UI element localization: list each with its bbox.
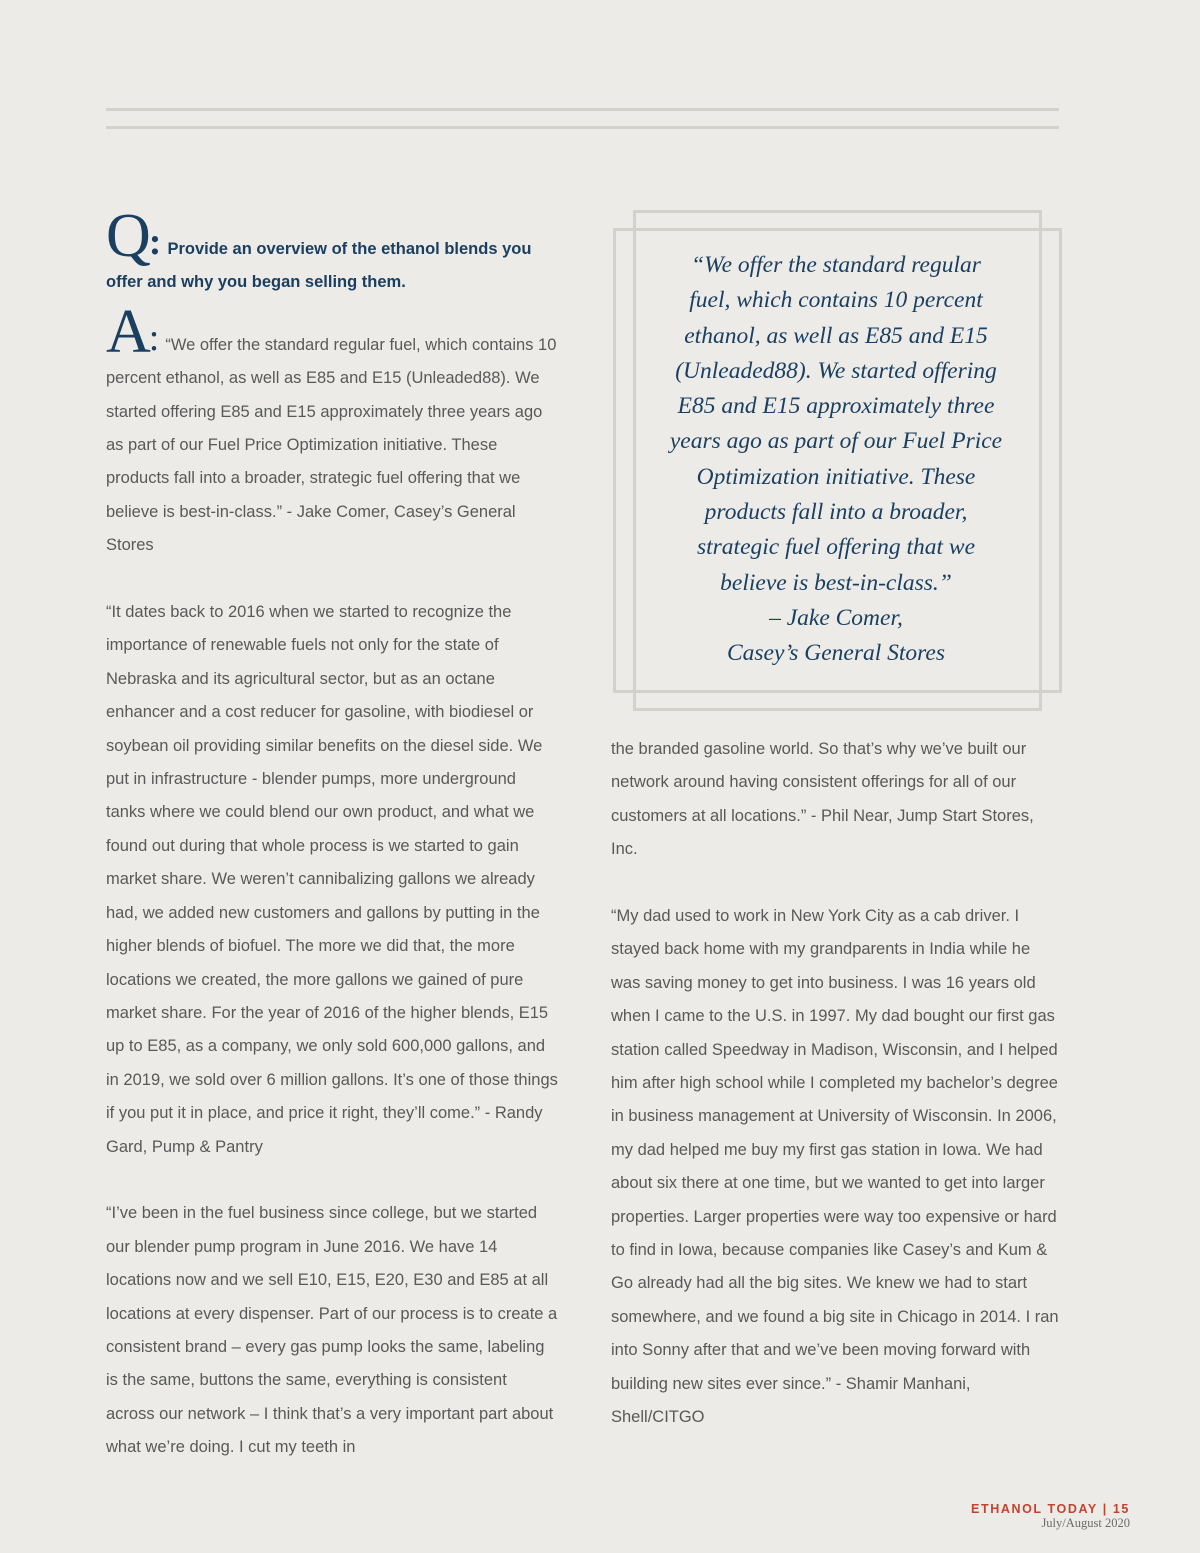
pull-quote-attribution-name: – Jake Comer, [769,604,903,631]
pull-quote-line: “We offer the standard regular [691,252,981,278]
footer-magazine-page: ETHANOL TODAY | 15 [971,1502,1130,1516]
pull-quote-line: E85 and E15 approximately three [677,393,995,420]
pull-quote-line: strategic fuel offering that we [696,534,976,561]
pull-quote-line: fuel, which contains 10 percent [689,287,983,314]
question-drop-cap: Q [106,202,149,270]
pull-quote-line: believe is best-in-class.” [720,569,952,596]
pull-quote-line: (Unleaded88). We started offering [675,357,997,384]
question [106,202,558,300]
paragraph-shamir-manhani: “My dad used to work in New York City as a cab driver. I stayed back home with my grandparents in India while he was saving money to get into business. I was 16 years old when I came to the U.S. in 1997. My dad bought our first gas station called Speedway in Madison, Wisconsin, and I helped him after high school while I completed my bachelor’s degree in business management at University of Wisconsin. In 2006, my dad helped me buy my first gas station in Iowa. We had about six there at one time, but we wanted to get into larger properties. Larger properties were way too expensive or hard to find in Iowa, because companies like Casey’s and Kum & Go already had all the big sites. We knew we had to start somewhere, and we found a big site in Chicago in 2014. I ran into Sonny after that and we’ve been moving forward with building new sites ever since.” - Shamir Manhani, Shell/CITGO [611,907,1059,1427]
pull-quote-line: ethanol, as well as E85 and E15 [684,322,988,349]
answer-drop-cap: A [106,297,149,366]
question-colon: : [148,221,162,263]
answer-text: “We offer the standard regular fuel, which contains 10 percent ethanol, as well as E85 and E15 (Unleaded88). We started offering E85 and E15 approximately three years ago as part of our Fuel Price Optimization initiative. These products fall into a broader, strategic fuel offering that we believe is best-in-class.” - Jake Comer, Casey’s General Stores [106,335,557,555]
pull-quote-line: products fall into a broader, [704,499,968,526]
left-column [106,202,558,1465]
top-rule-second [106,126,1059,129]
paragraph-randy-gard: “It dates back to 2016 when we started to recognize the importance of renewable fuels not only for the state of Nebraska and its agricultural sector, but as an octane enhancer and a cost reducer for gasoline, with biodiesel or soybean oil providing similar benefits on the diesel side. We put in infrastructure - blender pumps, more underground tanks where we could blend our own product, and what we found out during that whole process is we started to gain market share. We weren’t cannibalizing gallons we already had, we added new customers and gallons by putting in the higher blends of biofuel. The more we did that, the more locations we created, the more gallons we gained of pure market share. For the year of 2016 of the higher blends, E15 up to E85, as a company, we only sold 600,000 gallons, and in 2019, we sold over 6 million gallons. It’s one of those things if you put it in place, and price it right, they’ll come.” - Randy Gard, Pump & Pantry [106,603,558,1156]
right-column [611,733,1059,1435]
answer-colon: : [148,316,160,359]
page-footer [971,1502,1130,1530]
pull-quote-line: years ago as part of our Fuel Price [669,428,1003,455]
question-text: Provide an overview of the ethanol blends you offer and why you began selling them. [106,240,532,292]
paragraph-phil-near-start: “I’ve been in the fuel business since college, but we started our blender pump program in June 2016. We have 14 locations now and we sell E10, E15, E20, E30 and E85 at all locations at every dispenser. Part of our process is to create a consistent brand – every gas pump looks the same, labeling is the same, buttons the same, everything is consistent across our network – I think that’s a very important part about what we’re doing. I cut my teeth in [106,1204,558,1457]
pull-quote-attribution-company: Casey’s General Stores [726,640,945,667]
footer-issue-date: July/August 2020 [1041,1516,1130,1530]
pull-quote-line: Optimization initiative. These [696,463,976,490]
paragraph-phil-near-end: the branded gasoline world. So that’s why we’ve built our network around having consistent offerings for all of our customers at all locations.” - Phil Near, Jump Start Stores, Inc. [611,740,1034,859]
pull-quote [636,248,1036,672]
answer [106,297,558,563]
top-rule [106,108,1059,111]
